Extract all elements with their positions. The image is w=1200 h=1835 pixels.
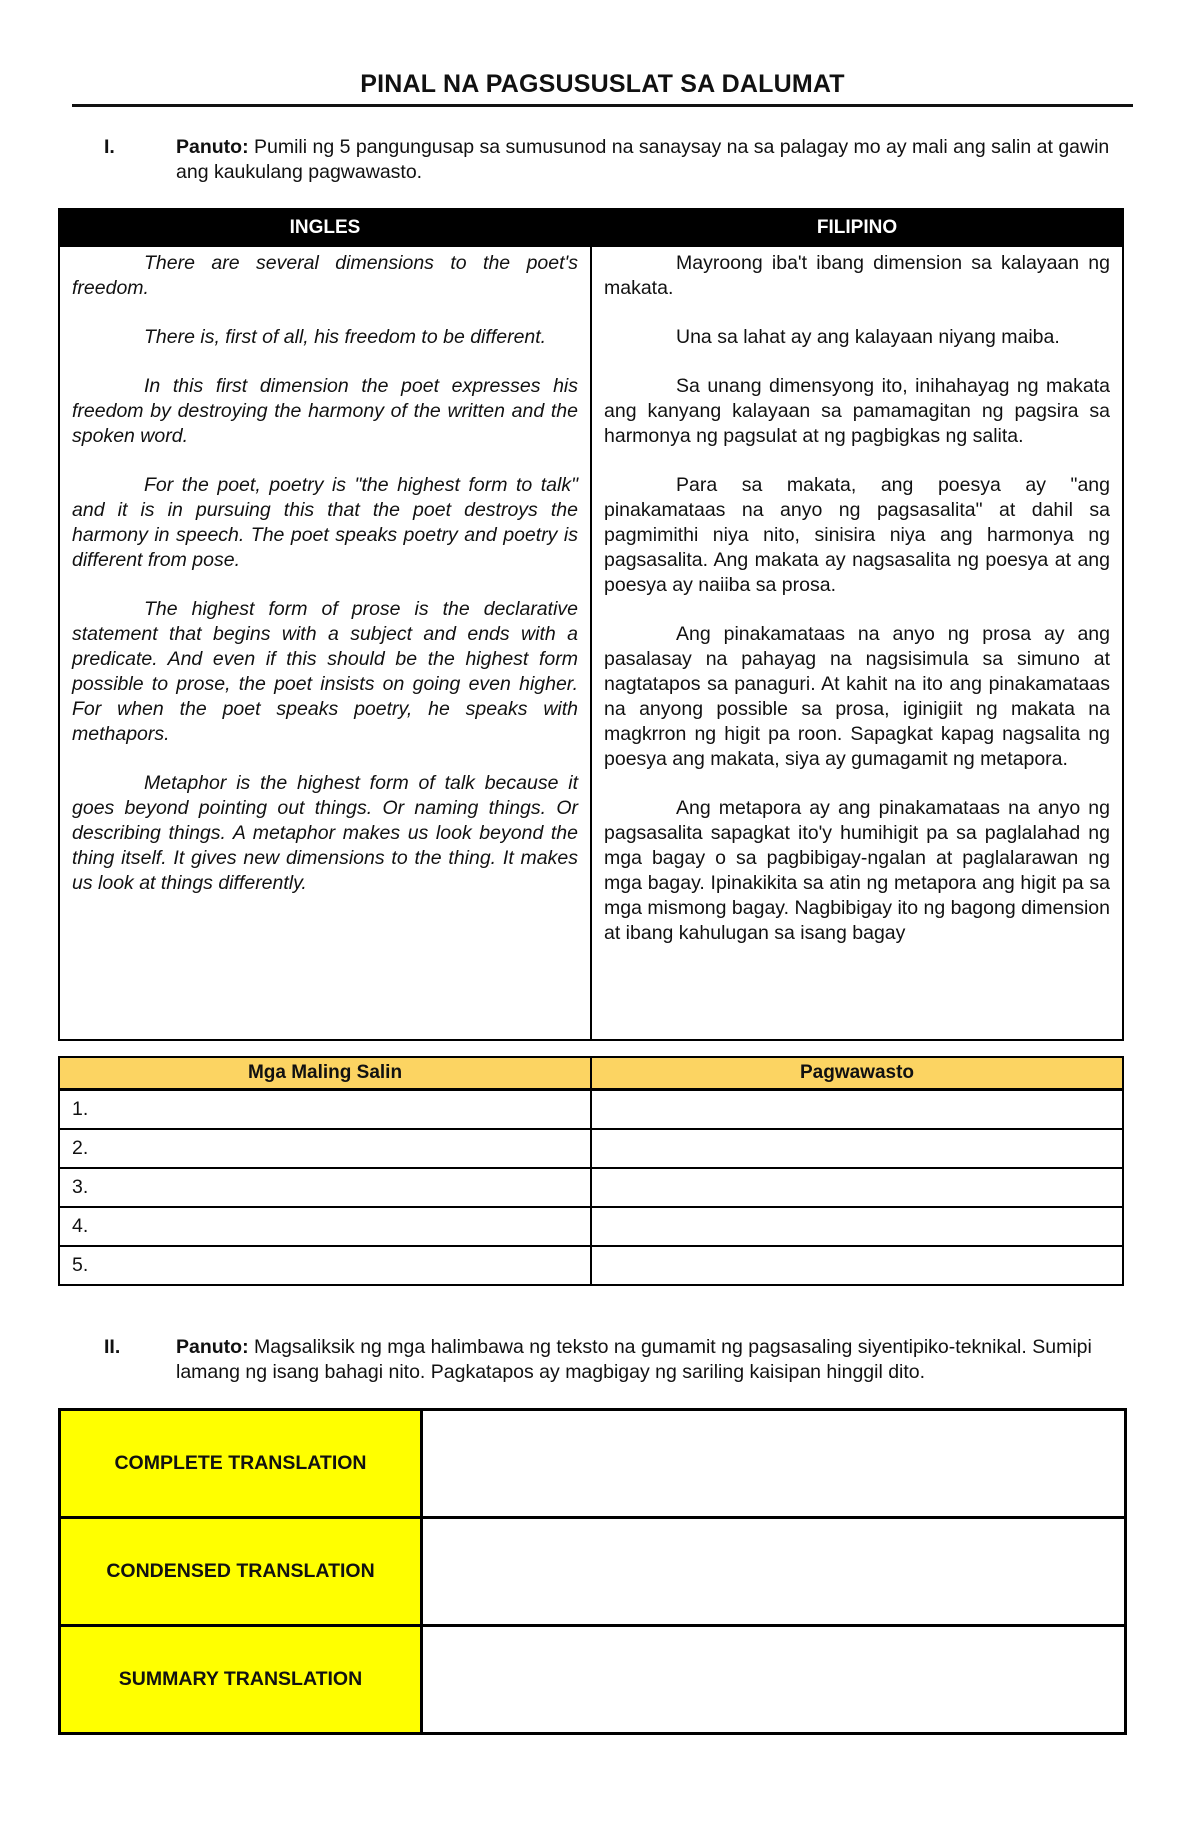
instruction-text: Magsaliksik ng mga halimbawa ng teksto na gumamit ng pagsasaling siyentipiko-teknikal. Sumipi lamang ng isang bahagi nito. Pagkatapos ay magbigay ng sariling kaisipan hinggil dito. (176, 1336, 1092, 1383)
correction-cell[interactable] (591, 1246, 1123, 1285)
summary-translation-answer-cell[interactable] (422, 1626, 1126, 1734)
condensed-translation-answer-cell[interactable] (422, 1518, 1126, 1626)
condensed-translation-label: CONDENSED TRANSLATION (60, 1518, 422, 1626)
wrong-translations-table (58, 1056, 1124, 1286)
wrong-translation-cell[interactable]: 4. (59, 1207, 591, 1246)
instruction-2 (104, 1335, 1134, 1387)
title-underline (72, 104, 1133, 107)
instruction-text: Pumili ng 5 pangungusap sa sumusunod na sanaysay na sa palagay mo ay mali ang salin at gawin ang kaukulang pagwawasto. (176, 136, 1110, 183)
complete-translation-label: COMPLETE TRANSLATION (60, 1410, 422, 1518)
column-header-filipino: FILIPINO (591, 209, 1123, 246)
wrong-translation-cell[interactable]: 1. (59, 1090, 591, 1130)
translation-types-table (58, 1408, 1127, 1735)
correction-cell[interactable] (591, 1207, 1123, 1246)
filipino-paragraph: Ang pinakamataas na anyo ng prosa ay ang pasalasay na pahayag na nagsisimula sa simuno at nagtatapos sa panaguri. At kahit na ito ang pinakamataas na anyong possible sa prosa, iginigiit ng makata na magkrron ng higit pa roon. Sapagkat kapag nagsalita ng poesya ang makata, siya ay gumagamit ng metapora. (604, 623, 1110, 770)
ingles-paragraph: In this first dimension the poet expresses his freedom by destroying the harmony of the written and the spoken word. (72, 375, 578, 447)
filipino-paragraph: Para sa makata, ang poesya ay "ang pinakamataas na anyo ng pagsasalita" at dahil sa pagmimithi niya nito, sinisira niya ang harmonya ng pagsasalita. Ang makata ay nagsasalita ng poesya at ang poesya ay naiiba sa prosa. (604, 474, 1110, 596)
correction-cell[interactable] (591, 1090, 1123, 1130)
ingles-paragraph: Metaphor is the highest form of talk because it goes beyond pointing out things. Or naming things. Or describing things. A metaphor makes us look beyond the thing itself. It gives new dimensions to the thing. It makes us look at things differently. (72, 772, 578, 894)
table-header-row (59, 1057, 1123, 1090)
table-row (60, 1626, 1126, 1734)
complete-translation-answer-cell[interactable] (422, 1410, 1126, 1518)
filipino-paragraph: Una sa lahat ay ang kalayaan niyang maiba. (676, 326, 1060, 348)
ingles-paragraph: There are several dimensions to the poet's freedom. (72, 252, 578, 299)
table-row (59, 1129, 1123, 1168)
table-row (60, 1518, 1126, 1626)
filipino-text-cell (591, 246, 1123, 1040)
column-header-mga-maling-salin: Mga Maling Salin (59, 1057, 591, 1090)
section-number: I. (104, 136, 115, 158)
table-row (59, 1168, 1123, 1207)
correction-cell[interactable] (591, 1129, 1123, 1168)
instruction-body (176, 135, 1134, 185)
table-row (59, 1207, 1123, 1246)
table-row (59, 246, 1123, 1040)
instruction-label: Panuto: (176, 1336, 249, 1358)
page-title: PINAL NA PAGSUSUSLAT SA DALUMAT (360, 70, 845, 98)
ingles-paragraph: There is, first of all, his freedom to be different. (144, 326, 547, 348)
summary-translation-label: SUMMARY TRANSLATION (60, 1626, 422, 1734)
filipino-paragraph: Ang metapora ay ang pinakamataas na anyo ng pagsasalita sapagkat ito'y humihigit pa sa paglalahad ng mga bagay o sa pagbibigay-ngalan at paglalarawan ng mga bagay. Ipinakikita sa atin ng metapora ang higit pa sa mga mismong bagay. Nagbibigay ito ng bagong dimension at ibang kahulugan sa isang bagay (604, 797, 1110, 944)
wrong-translation-cell[interactable]: 3. (59, 1168, 591, 1207)
wrong-translation-cell[interactable]: 2. (59, 1129, 591, 1168)
ingles-paragraph: The highest form of prose is the declarative statement that begins with a subject and ends with a predicate. And even if this should be the highest form possible to prose, the poet insists on going even higher. For when the poet speaks poetry, he speaks with methapors. (72, 598, 578, 745)
table-row (60, 1410, 1126, 1518)
filipino-paragraph: Mayroong iba't ibang dimension sa kalayaan ng makata. (604, 252, 1110, 299)
ingles-paragraph: For the poet, poetry is "the highest form to talk" and it is in pursuing this that the poet destroys the harmony in speech. The poet speaks poetry and poetry is different from pose. (72, 474, 578, 571)
instruction-1 (104, 135, 1134, 187)
table-row (59, 1090, 1123, 1130)
column-header-pagwawasto: Pagwawasto (591, 1057, 1123, 1090)
wrong-translation-cell[interactable]: 5. (59, 1246, 591, 1285)
instruction-label: Panuto: (176, 136, 249, 158)
filipino-paragraph: Sa unang dimensyong ito, inihahayag ng makata ang kanyang kalayaan sa pamamagitan ng pagsira sa harmonya ng pagsulat at ng pagbigkas ng salita. (604, 375, 1110, 447)
section-number: II. (104, 1336, 121, 1358)
instruction-body (176, 1335, 1134, 1385)
correction-cell[interactable] (591, 1168, 1123, 1207)
translation-comparison-table (58, 208, 1124, 1041)
table-header-row (59, 209, 1123, 246)
column-header-ingles: INGLES (59, 209, 591, 246)
ingles-text-cell (59, 246, 591, 1040)
table-row (59, 1246, 1123, 1285)
